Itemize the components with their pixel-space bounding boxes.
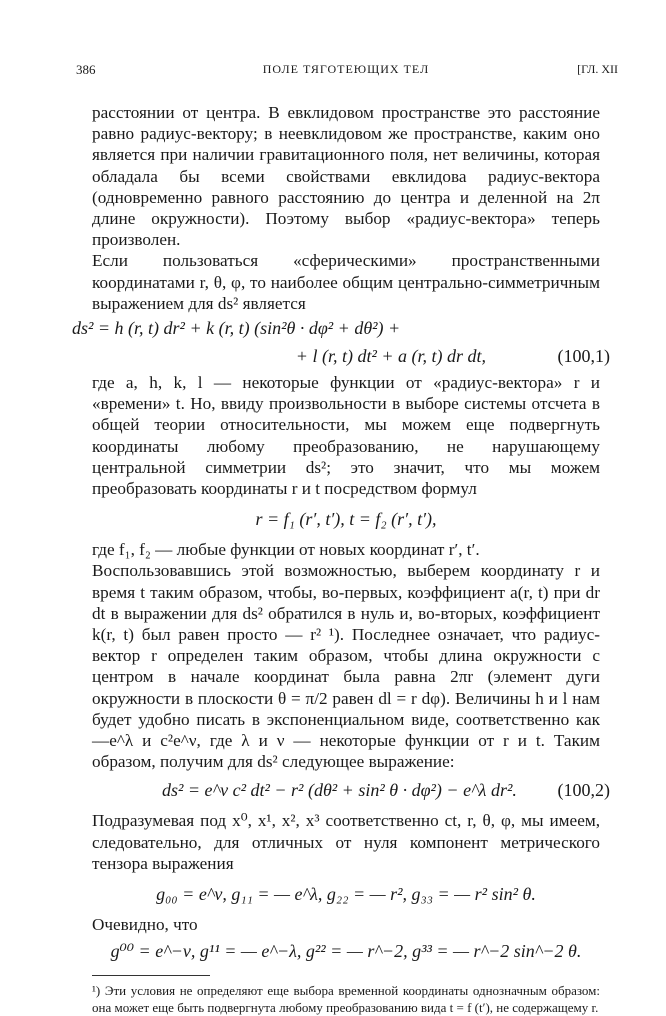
equation-100-2 bbox=[92, 778, 610, 802]
equation-number-100-1: (100,1) bbox=[557, 346, 610, 367]
paragraph-4: где f₁, f₂ — любые функции от новых координат r′, t′. bbox=[92, 540, 480, 560]
page-number: 386 bbox=[76, 62, 96, 77]
equation-100-1-line-2-text: + l (r, t) dt² + a (r, t) dr dt, bbox=[295, 346, 486, 367]
book-page bbox=[72, 62, 618, 1016]
running-title: ПОЛЕ ТЯГОТЕЮЩИХ ТЕЛ bbox=[262, 62, 430, 76]
equation-coordinate-transform: r = f₁ (r′, t′), t = f₂ (r′, t′), bbox=[255, 509, 437, 530]
equation-number-100-2: (100,2) bbox=[557, 780, 610, 801]
paragraph-2: Если пользоваться «сферическими» пространственными координатами r, θ, φ, то наиболее общим центрально-симметричным выражением для ds² является bbox=[92, 251, 600, 313]
chapter-label: [ГЛ. XII bbox=[577, 62, 618, 76]
equation-100-1-line-1: ds² = h (r, t) dr² + k (r, t) (sin²θ · dφ² + dθ²) + bbox=[72, 318, 401, 339]
equation-100-2-text: ds² = e^ν c² dt² − r² (dθ² + sin² θ · dφ²) − e^λ dr². bbox=[162, 780, 517, 801]
page-header bbox=[76, 62, 618, 82]
paragraph-1: расстоянии от центра. В евклидовом пространстве это расстояние равно радиус-вектору; в неевклидовом же пространстве, каким оно является при наличии гравитационного поля, нет величины, которая обладала бы всеми свойствами евклидова радиус-вектора (одновременно равного расстоянию до центра и деленной на 2π длине окружности). Поэтому выбор «радиус-вектора» теперь произволен. bbox=[92, 103, 600, 250]
paragraph-6: Подразумевая под x⁰, x¹, x², x³ соответственно ct, r, θ, φ, мы имеем, следовательно, для отличных от нуля компонент метрического тензора выражения bbox=[92, 811, 600, 873]
equation-100-1-line-2 bbox=[92, 344, 610, 368]
equation-metric-lower: g₀₀ = e^ν, g₁₁ = — e^λ, g₂₂ = — r², g₃₃ = — r² sin² θ. bbox=[156, 884, 536, 905]
paragraph-5: Воспользовавшись этой возможностью, выберем координату r и время t таким образом, чтобы, во-первых, коэффициент a(r, t) при dr dt в выражении для ds² обратился в нуль и, во-вторых, коэффициент k(r, t) был равен просто — r² ¹). Последнее означает, что радиус-вектор r определен таким образом, чтобы длина окружности с центром в начале координат была равна 2πr (элемент дуги окружности в плоскости θ = π/2 равен dl = r dφ). Величины h и l нам будет удобно писать в экспоненциальном виде, соответственно как —e^λ и c²e^ν, где λ и ν — некоторые функции от r и t. Таким образом, получим для ds² следующее выражение: bbox=[92, 561, 600, 772]
paragraph-3: где a, h, k, l — некоторые функции от «радиус-вектора» r и «времени» t. Но, ввиду произвольности в выборе системы отсчета в общей теории относительности, мы можем еще подвергнуть координаты любому преобразованию, не нарушающему центральной симметрии ds²; это значит, что мы можем преобразовать координаты r и t посредством формул bbox=[92, 373, 600, 499]
footnote-rule bbox=[92, 975, 210, 976]
footnote: ¹) Эти условия не определяют еще выбора временной координаты однозначным образом: она может еще быть подвергнута любому преобразованию вида t = f (t′), не содержащему r. bbox=[92, 983, 600, 1016]
equation-metric-upper: g⁰⁰ = e^−ν, g¹¹ = — e^−λ, g²² = — r^−2, g³³ = — r^−2 sin^−2 θ. bbox=[110, 941, 582, 962]
paragraph-7: Очевидно, что bbox=[92, 915, 198, 935]
